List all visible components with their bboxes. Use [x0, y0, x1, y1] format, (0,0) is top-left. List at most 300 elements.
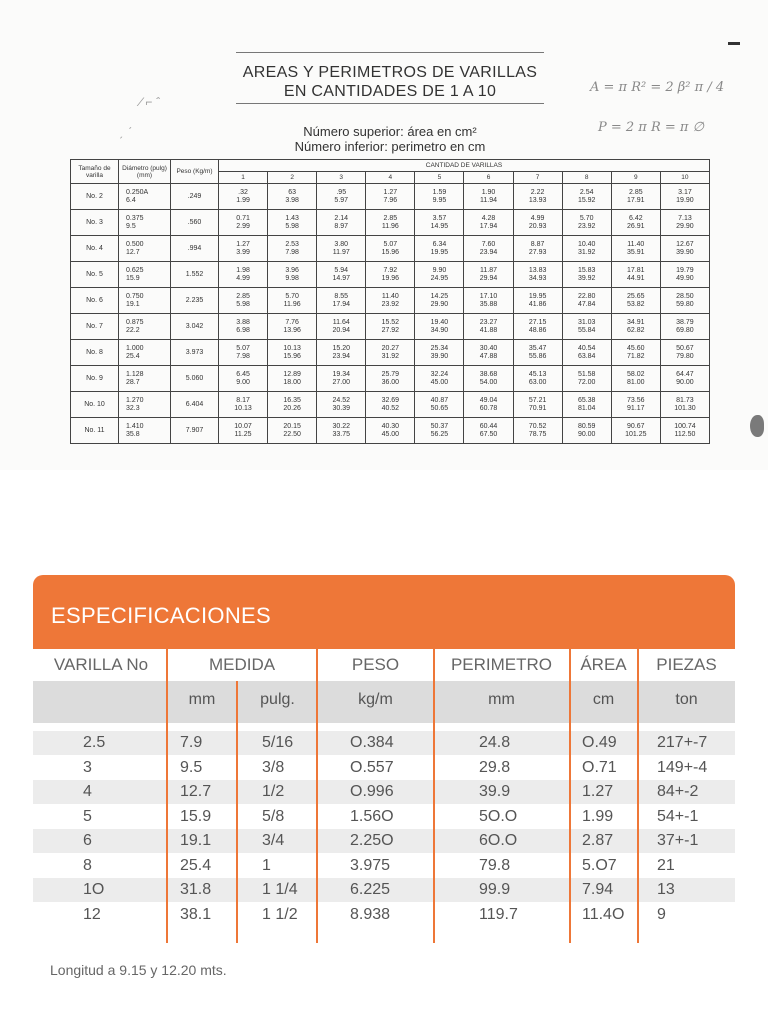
- area-value: 34.91: [627, 318, 645, 326]
- perimeter-value: 63.84: [577, 352, 596, 360]
- area-value: 70.52: [528, 422, 547, 430]
- perimeter-value: 47.88: [479, 352, 498, 360]
- qty-cell: [513, 314, 562, 340]
- qty-cell: [562, 288, 611, 314]
- cell-piezas: 37+-1: [657, 832, 699, 849]
- area-value: 15.52: [381, 318, 400, 326]
- bar-diameter: [119, 418, 171, 444]
- perimeter-value: 7.98: [236, 352, 250, 360]
- perimeter-value: 19.95: [430, 248, 449, 256]
- scan-title-line1: AREAS Y PERIMETROS DE VARILLAS: [242, 64, 538, 81]
- cell-area: 2.87: [582, 832, 614, 849]
- area-value: 5.70: [579, 214, 594, 222]
- perimeter-value: 4.99: [236, 274, 250, 282]
- area-value: 100.74: [674, 422, 696, 430]
- cell-varilla-no: 12: [83, 905, 101, 923]
- diameter-mm: 12.7: [126, 248, 140, 256]
- area-value: 9.90: [432, 266, 447, 274]
- perimeter-value: 112.50: [674, 430, 696, 438]
- perimeter-value: 23.92: [577, 222, 596, 230]
- perimeter-value: 90.00: [577, 430, 596, 438]
- area-value: 10.40: [577, 240, 596, 248]
- qty-cell: [268, 210, 317, 236]
- area-value: 1.27: [383, 188, 398, 196]
- cell-area: O.71: [582, 758, 617, 776]
- area-value: 11.64: [332, 318, 350, 326]
- perimeter-value: 26.91: [627, 222, 645, 230]
- qty-cell: [660, 288, 709, 314]
- scan-table-row: [71, 418, 710, 444]
- units-gap: [33, 723, 735, 730]
- area-value: 5.07: [236, 344, 250, 352]
- area-value: 58.02: [627, 370, 645, 378]
- bar-weight: 6.404: [171, 392, 219, 418]
- cell-piezas: 149+-4: [657, 758, 708, 776]
- perimeter-value: 31.92: [381, 352, 400, 360]
- perimeter-value: 13.93: [528, 196, 547, 204]
- perimeter-value: 34.90: [430, 326, 449, 334]
- qty-cell: [660, 418, 709, 444]
- header-count: 3: [317, 172, 366, 184]
- qty-cell: [611, 314, 660, 340]
- qty-cell: [268, 184, 317, 210]
- perimeter-value: 15.96: [283, 352, 301, 360]
- area-value: 7.13: [678, 214, 692, 222]
- area-value: 60.44: [479, 422, 498, 430]
- area-value: 30.40: [479, 344, 498, 352]
- area-value: 1.98: [236, 266, 250, 274]
- qty-cell: [562, 210, 611, 236]
- qty-cell: [268, 418, 317, 444]
- area-value: 25.34: [430, 344, 449, 352]
- cell-pulg: 1 1/2: [262, 905, 298, 923]
- bar-weight: 2.235: [171, 288, 219, 314]
- bar-weight: .560: [171, 210, 219, 236]
- perimeter-value: 54.00: [479, 378, 498, 386]
- qty-cell: [415, 418, 464, 444]
- cell-peso: O.557: [350, 758, 394, 776]
- area-value: 40.87: [430, 396, 449, 404]
- perimeter-value: 24.95: [430, 274, 449, 282]
- cell-piezas: 54+-1: [657, 807, 699, 825]
- cell-mm: 25.4: [180, 856, 212, 874]
- perimeter-value: 23.92: [381, 300, 400, 308]
- diameter-inches: 1.000: [126, 344, 144, 352]
- qty-cell: [415, 262, 464, 288]
- qty-cell: [219, 314, 268, 340]
- cell-piezas: 84+-2: [657, 783, 699, 800]
- bar-diameter: [119, 314, 171, 340]
- area-value: 32.69: [381, 396, 400, 404]
- divider-3: [316, 649, 318, 943]
- perimeter-value: 70.91: [528, 404, 547, 412]
- area-value: 12.67: [676, 240, 694, 248]
- qty-cell: [513, 340, 562, 366]
- perimeter-value: 15.92: [577, 196, 596, 204]
- qty-cell: [464, 236, 513, 262]
- header-count: 1: [219, 172, 268, 184]
- cell-area: 1.99: [582, 807, 614, 825]
- perimeter-value: 7.98: [285, 248, 299, 256]
- diameter-mm: 9.5: [126, 222, 136, 230]
- cell-perimetro: 39.9: [479, 783, 511, 800]
- diameter-mm: 22.2: [126, 326, 140, 334]
- qty-cell: [268, 366, 317, 392]
- perimeter-value: 27.93: [528, 248, 547, 256]
- cell-piezas: 9: [657, 905, 666, 923]
- area-value: 38.68: [479, 370, 498, 378]
- perimeter-value: 34.93: [528, 274, 547, 282]
- perimeter-value: 91.17: [627, 404, 645, 412]
- area-value: 16.35: [283, 396, 301, 404]
- spec-table-row: [33, 903, 735, 927]
- scan-title: [236, 52, 544, 104]
- scan-table-row: [71, 288, 710, 314]
- diameter-inches: 1.128: [126, 370, 144, 378]
- perimeter-value: 53.82: [627, 300, 645, 308]
- cell-peso: 6.225: [350, 881, 391, 898]
- area-value: 2.85: [628, 188, 643, 196]
- cell-peso: O.996: [350, 783, 394, 800]
- perimeter-value: 11.94: [480, 196, 498, 204]
- perimeter-value: 17.91: [627, 196, 645, 204]
- perimeter-value: 35.88: [479, 300, 498, 308]
- scan-table-row: [71, 392, 710, 418]
- qty-cell: [513, 262, 562, 288]
- bar-size: No. 8: [71, 340, 119, 366]
- perimeter-value: 90.00: [676, 378, 694, 386]
- cell-pulg: 1: [262, 856, 271, 874]
- perimeter-value: 78.75: [528, 430, 547, 438]
- qty-cell: [415, 366, 464, 392]
- area-value: 73.56: [627, 396, 645, 404]
- area-value: .32: [238, 188, 248, 196]
- area-value: 6.45: [236, 370, 250, 378]
- qty-cell: [366, 418, 415, 444]
- bar-weight: .994: [171, 236, 219, 262]
- area-value: 10.13: [283, 344, 301, 352]
- area-value: 2.22: [530, 188, 545, 196]
- scan-table-row: [71, 262, 710, 288]
- spec-header-banner: [33, 575, 735, 649]
- area-value: 3.96: [285, 266, 299, 274]
- diameter-inches: 0.250A: [126, 188, 149, 196]
- spec-table-row: [33, 805, 735, 829]
- area-value: 2.53: [285, 240, 299, 248]
- area-value: 40.30: [381, 422, 400, 430]
- cell-perimetro: 29.8: [479, 758, 511, 776]
- perimeter-value: 6.98: [236, 326, 250, 334]
- qty-cell: [366, 340, 415, 366]
- area-value: 49.04: [479, 396, 498, 404]
- cell-mm: 15.9: [180, 807, 212, 825]
- perimeter-value: 13.96: [283, 326, 301, 334]
- perimeter-value: 3.99: [236, 248, 250, 256]
- cell-pulg: 3/8: [262, 758, 285, 776]
- perimeter-value: 20.26: [283, 404, 301, 412]
- spec-table-row: [33, 780, 735, 804]
- area-value: 17.81: [627, 266, 645, 274]
- qty-cell: [219, 262, 268, 288]
- cell-varilla-no: 6: [83, 832, 92, 849]
- perimeter-value: 47.84: [577, 300, 596, 308]
- perimeter-value: 23.94: [479, 248, 498, 256]
- area-value: 11.40: [381, 292, 399, 300]
- header-count: 6: [464, 172, 513, 184]
- area-value: 11.40: [627, 240, 645, 248]
- area-value: 1.90: [481, 188, 496, 196]
- perimeter-value: 69.80: [676, 326, 694, 334]
- qty-cell: [464, 210, 513, 236]
- perimeter-value: 60.78: [479, 404, 498, 412]
- diameter-inches: 0.750: [126, 292, 144, 300]
- scan-table-row: [71, 184, 710, 210]
- perimeter-value: 1.99: [236, 196, 250, 204]
- area-value: 25.65: [627, 292, 645, 300]
- diameter-inches: 0.625: [126, 266, 144, 274]
- area-value: 8.87: [530, 240, 545, 248]
- area-value: 81.73: [676, 396, 694, 404]
- qty-cell: [464, 340, 513, 366]
- diameter-mm: 25.4: [126, 352, 140, 360]
- qty-cell: [464, 418, 513, 444]
- perimeter-value: 81.00: [627, 378, 645, 386]
- cell-varilla-no: 3: [83, 758, 92, 776]
- qty-cell: [366, 262, 415, 288]
- header-count: 5: [415, 172, 464, 184]
- bar-weight: 7.907: [171, 418, 219, 444]
- area-value: 45.60: [627, 344, 645, 352]
- pencil-tick: ˏ ˊ: [120, 125, 132, 139]
- area-value: 0.71: [236, 214, 250, 222]
- cell-peso: 2.25O: [350, 832, 394, 849]
- area-value: 28.50: [676, 292, 694, 300]
- header-diameter: Diámetro (pulg) (mm): [119, 160, 171, 184]
- qty-cell: [219, 288, 268, 314]
- qty-cell: [513, 418, 562, 444]
- diameter-mm: 15.9: [126, 274, 140, 282]
- qty-cell: [464, 314, 513, 340]
- area-value: 32.24: [430, 370, 449, 378]
- qty-cell: [562, 262, 611, 288]
- area-value: 57.21: [528, 396, 547, 404]
- perimeter-value: 30.39: [332, 404, 350, 412]
- area-value: 64.47: [676, 370, 694, 378]
- bar-diameter: [119, 340, 171, 366]
- area-value: 50.67: [676, 344, 694, 352]
- cell-peso: O.384: [350, 734, 394, 751]
- perimeter-value: 9.98: [285, 274, 299, 282]
- divider-6: [637, 649, 639, 943]
- cell-varilla-no: 8: [83, 856, 92, 874]
- cell-peso: 3.975: [350, 856, 391, 874]
- qty-cell: [317, 418, 366, 444]
- qty-cell: [317, 184, 366, 210]
- cell-area: 1.27: [582, 783, 614, 800]
- cell-perimetro: 119.7: [479, 905, 518, 923]
- qty-cell: [611, 392, 660, 418]
- cell-mm: 38.1: [180, 905, 212, 923]
- area-value: 5.07: [383, 240, 398, 248]
- qty-cell: [219, 236, 268, 262]
- qty-cell: [317, 392, 366, 418]
- area-value: 2.85: [236, 292, 250, 300]
- perimeter-value: 23.94: [332, 352, 350, 360]
- qty-cell: [611, 340, 660, 366]
- area-value: 19.34: [332, 370, 350, 378]
- area-value: 80.59: [577, 422, 596, 430]
- bar-size: No. 9: [71, 366, 119, 392]
- qty-cell: [366, 184, 415, 210]
- scan-dash-mark: [728, 42, 740, 45]
- cell-pulg: 5/16: [262, 734, 294, 751]
- area-value: 90.67: [627, 422, 645, 430]
- bar-diameter: [119, 288, 171, 314]
- area-value: 38.79: [676, 318, 694, 326]
- cell-piezas: 21: [657, 856, 675, 874]
- perimeter-value: 9.95: [432, 196, 447, 204]
- spec-table-row: [33, 878, 735, 902]
- scan-table-row: [71, 314, 710, 340]
- qty-cell: [317, 340, 366, 366]
- qty-cell: [464, 366, 513, 392]
- perimeter-value: 55.84: [577, 326, 596, 334]
- diameter-mm: 19.1: [126, 300, 140, 308]
- header-count: 8: [562, 172, 611, 184]
- qty-cell: [513, 392, 562, 418]
- perimeter-value: 14.97: [332, 274, 350, 282]
- qty-cell: [219, 392, 268, 418]
- perimeter-value: 56.25: [430, 430, 449, 438]
- perimeter-value: 5.97: [334, 196, 349, 204]
- perimeter-value: 15.96: [381, 248, 400, 256]
- area-value: 13.83: [528, 266, 547, 274]
- perimeter-value: 18.00: [283, 378, 301, 386]
- perimeter-value: 49.90: [676, 274, 694, 282]
- cell-piezas: 13: [657, 881, 675, 898]
- area-value: 23.27: [479, 318, 498, 326]
- spec-table-row: [33, 756, 735, 780]
- area-value: 30.22: [332, 422, 350, 430]
- qty-cell: [415, 392, 464, 418]
- perimeter-value: 27.00: [332, 378, 350, 386]
- perimeter-value: 45.00: [381, 430, 400, 438]
- bar-diameter: [119, 184, 171, 210]
- qty-cell: [268, 392, 317, 418]
- qty-cell: [366, 288, 415, 314]
- qty-cell: [317, 262, 366, 288]
- area-value: 3.88: [236, 318, 250, 326]
- perimeter-value: 39.90: [430, 352, 449, 360]
- cell-peso: 1.56O: [350, 807, 394, 825]
- qty-cell: [317, 314, 366, 340]
- bar-size: No. 11: [71, 418, 119, 444]
- divider-2: [236, 681, 238, 943]
- area-value: 1.43: [285, 214, 299, 222]
- divider-4: [433, 649, 435, 943]
- qty-cell: [317, 236, 366, 262]
- perimeter-value: 33.75: [332, 430, 350, 438]
- unit-ton: ton: [675, 691, 698, 708]
- bar-size: No. 3: [71, 210, 119, 236]
- area-value: 3.80: [334, 240, 349, 248]
- handwritten-area-formula: A = π R² = 2 β² π / 4: [590, 80, 725, 95]
- scan-title-line2: EN CANTIDADES DE 1 A 10: [283, 83, 497, 100]
- perimeter-value: 20.94: [332, 326, 350, 334]
- cell-pulg: 3/4: [262, 832, 285, 849]
- qty-cell: [513, 184, 562, 210]
- area-value: 8.17: [236, 396, 250, 404]
- area-value: 17.10: [479, 292, 498, 300]
- qty-cell: [415, 236, 464, 262]
- perimeter-value: 20.93: [528, 222, 547, 230]
- perimeter-value: 44.91: [627, 274, 645, 282]
- bar-weight: .249: [171, 184, 219, 210]
- cell-varilla-no: 2.5: [83, 734, 106, 751]
- qty-cell: [513, 366, 562, 392]
- pencil-scribble: ⁄ ⌐ ˆ: [140, 95, 160, 109]
- qty-cell: [415, 340, 464, 366]
- perimeter-value: 36.00: [381, 378, 400, 386]
- area-value: 15.83: [577, 266, 596, 274]
- area-value: 27.15: [528, 318, 547, 326]
- perimeter-value: 48.86: [528, 326, 547, 334]
- perimeter-value: 31.92: [577, 248, 596, 256]
- qty-cell: [317, 210, 366, 236]
- cell-mm: 9.5: [180, 758, 203, 776]
- qty-cell: [611, 262, 660, 288]
- qty-cell: [366, 236, 415, 262]
- unit-cm: cm: [592, 691, 615, 708]
- qty-cell: [415, 184, 464, 210]
- bar-size: No. 7: [71, 314, 119, 340]
- perimeter-value: 29.90: [676, 222, 694, 230]
- area-value: 4.99: [530, 214, 545, 222]
- col-header-medida: MEDIDA: [208, 655, 276, 674]
- area-value: 51.58: [577, 370, 596, 378]
- perimeter-value: 3.98: [285, 196, 299, 204]
- spec-title: ESPECIFICACIONES: [51, 603, 271, 628]
- qty-cell: [562, 314, 611, 340]
- diameter-inches: 1.270: [126, 396, 144, 404]
- area-value: 50.37: [430, 422, 449, 430]
- perimeter-value: 72.00: [577, 378, 596, 386]
- qty-cell: [562, 236, 611, 262]
- scan-table-row: [71, 236, 710, 262]
- qty-cell: [317, 366, 366, 392]
- col-header-piezas: PIEZAS: [656, 655, 717, 674]
- perimeter-value: 101.25: [625, 430, 647, 438]
- length-footnote: Longitud a 9.15 y 12.20 mts.: [50, 962, 227, 978]
- bar-diameter: [119, 262, 171, 288]
- qty-cell: [660, 340, 709, 366]
- qty-cell: [611, 288, 660, 314]
- qty-cell: [513, 236, 562, 262]
- qty-cell: [562, 340, 611, 366]
- qty-cell: [464, 262, 513, 288]
- cell-perimetro: 79.8: [479, 856, 511, 874]
- area-value: 19.79: [676, 266, 694, 274]
- area-value: 5.70: [285, 292, 299, 300]
- divider-5: [569, 649, 571, 943]
- cell-area: 7.94: [582, 881, 614, 898]
- qty-cell: [268, 314, 317, 340]
- area-value: 65.38: [577, 396, 596, 404]
- spec-table-row: [33, 854, 735, 878]
- unit-kgm: kg/m: [358, 691, 393, 708]
- perimeter-value: 71.82: [627, 352, 645, 360]
- qty-cell: [660, 184, 709, 210]
